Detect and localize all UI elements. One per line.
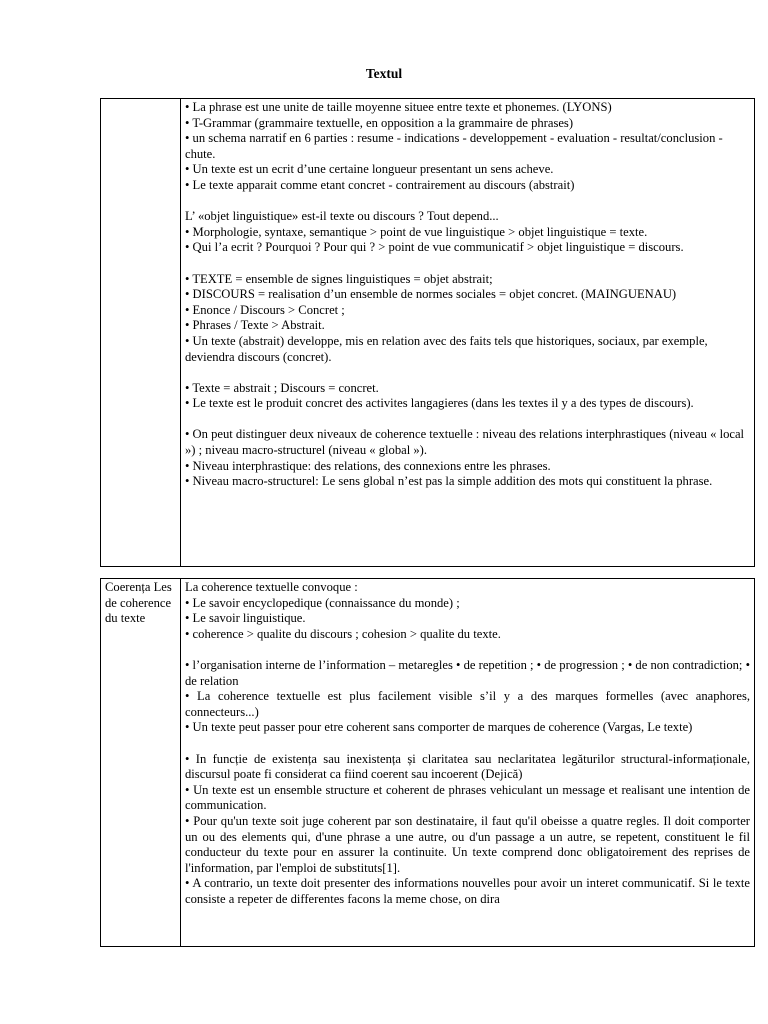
- text-line: • DISCOURS = realisation d’un ensemble de normes sociales = objet concret. (MAINGUENAU): [185, 287, 677, 302]
- text-line: • Un texte (abstrait) developpe, mis en relation avec des faits tels que historiques, sociaux, par exemple, deviendra discours (concret).: [185, 333, 708, 364]
- text-line: • On peut distinguer deux niveaux de coherence textuelle : niveau des relations interphrastiques (niveau « local ») ; niveau macro-structurel (niveau « global »).: [185, 427, 745, 458]
- text-table-2: [100, 578, 755, 947]
- text-line: • Le savoir linguistique.: [185, 611, 306, 626]
- text-line: • Enonce / Discours > Concret ;: [185, 302, 345, 317]
- text-line: • Qui l’a ecrit ? Pourquoi ? Pour qui ? > point de vue communicatif > objet linguistique = discours.: [185, 240, 684, 255]
- text-line: • Un texte est un ecrit d’une certaine longueur presentant un sens acheve.: [185, 162, 554, 177]
- blank-line: [185, 194, 750, 210]
- text-line: • Texte = abstrait ; Discours = concret.: [185, 380, 379, 395]
- table-1-lines: [185, 100, 750, 490]
- table-1-left-cell: [101, 99, 181, 567]
- text-line: • A contrario, un texte doit presenter des informations nouvelles pour avoir un interet communicatif. Si le texte consiste a repeter de differentes facons la meme chose, on dira: [185, 876, 750, 906]
- text-line: • Un texte peut passer pour etre coherent sans comporter de marques de coherence (Vargas, Le texte): [185, 720, 693, 735]
- text-line: • Phrases / Texte > Abstrait.: [185, 318, 325, 333]
- blank-line: [185, 412, 750, 428]
- text-line: • Le texte apparait comme etant concret - contrairement au discours (abstrait): [185, 177, 575, 192]
- page-title: Textul: [365, 66, 403, 81]
- text-line: La coherence textuelle convoque :: [185, 580, 358, 594]
- text-line: L’ «objet linguistique» est-il texte ou discours ? Tout depend...: [185, 209, 499, 224]
- text-line: • Niveau interphrastique: des relations, des connexions entre les phrases.: [185, 458, 551, 473]
- text-table-1: [100, 98, 755, 567]
- text-line: • Pour qu'un texte soit juge coherent par son destinataire, il faut qu'il obeisse a quatre regles. Il doit comporter un ou des elements qui, d'une phrase a une autre, ou d'un passage a un autre, se repetent, constituent le fil conducteur du texte pour en assurer la continuite. Un texte comprend donc obligatoirement des reprises de l'information, par l'emploi de substituts[1].: [185, 813, 750, 875]
- text-line: • Morphologie, syntaxe, semantique > point de vue linguistique > objet linguistique = texte.: [185, 224, 648, 239]
- text-line: • un schema narratif en 6 parties : resume - indications - developpement - evaluation - resultat/conclusion - chute.: [185, 131, 723, 161]
- blank-line: [185, 256, 750, 272]
- text-line: • In funcție de existența sau inexistența și claritatea sau neclaritatea legăturilor structural-informaționale, discursul poate fi considerat ca fiind coerent sau incoerent (Dejică): [185, 751, 750, 782]
- text-line: • Niveau macro-structurel: Le sens global n’est pas la simple addition des mots qui constituent la phrase.: [185, 474, 713, 489]
- text-line: • La phrase est une unite de taille moyenne situee entre texte et phonemes. (LYONS): [185, 100, 612, 114]
- text-line: • TEXTE = ensemble de signes linguistiques = objet abstrait;: [185, 271, 493, 286]
- blank-line: [185, 736, 750, 752]
- table-2-lines: [185, 580, 750, 907]
- table-2-content-cell: [181, 579, 755, 947]
- text-line: • l’organisation interne de l’information – metaregles • de repetition ; • de progression ; • de non contradiction; • de relation: [185, 657, 750, 688]
- text-line: • Un texte est un ensemble structure et coherent de phrases vehiculant un message et realisant une intention de communication.: [185, 782, 750, 813]
- text-line: • Le texte est le produit concret des activites langagieres (dans les textes il y a des types de discours).: [185, 396, 694, 411]
- text-line: • coherence > qualite du discours ; cohesion > qualite du texte.: [185, 626, 501, 641]
- table-2-left-cell: Coerența Les de coherence du texte: [101, 579, 181, 947]
- text-line: • La coherence textuelle est plus facilement visible s’il y a des marques formelles (avec anaphores, connecteurs...): [185, 689, 750, 719]
- blank-line: [185, 642, 750, 658]
- text-line: • Le savoir encyclopedique (connaissance du monde) ;: [185, 595, 460, 610]
- blank-line: [185, 365, 750, 381]
- text-line: • T-Grammar (grammaire textuelle, en opposition a la grammaire de phrases): [185, 115, 574, 130]
- table-1-content-cell: [181, 99, 755, 567]
